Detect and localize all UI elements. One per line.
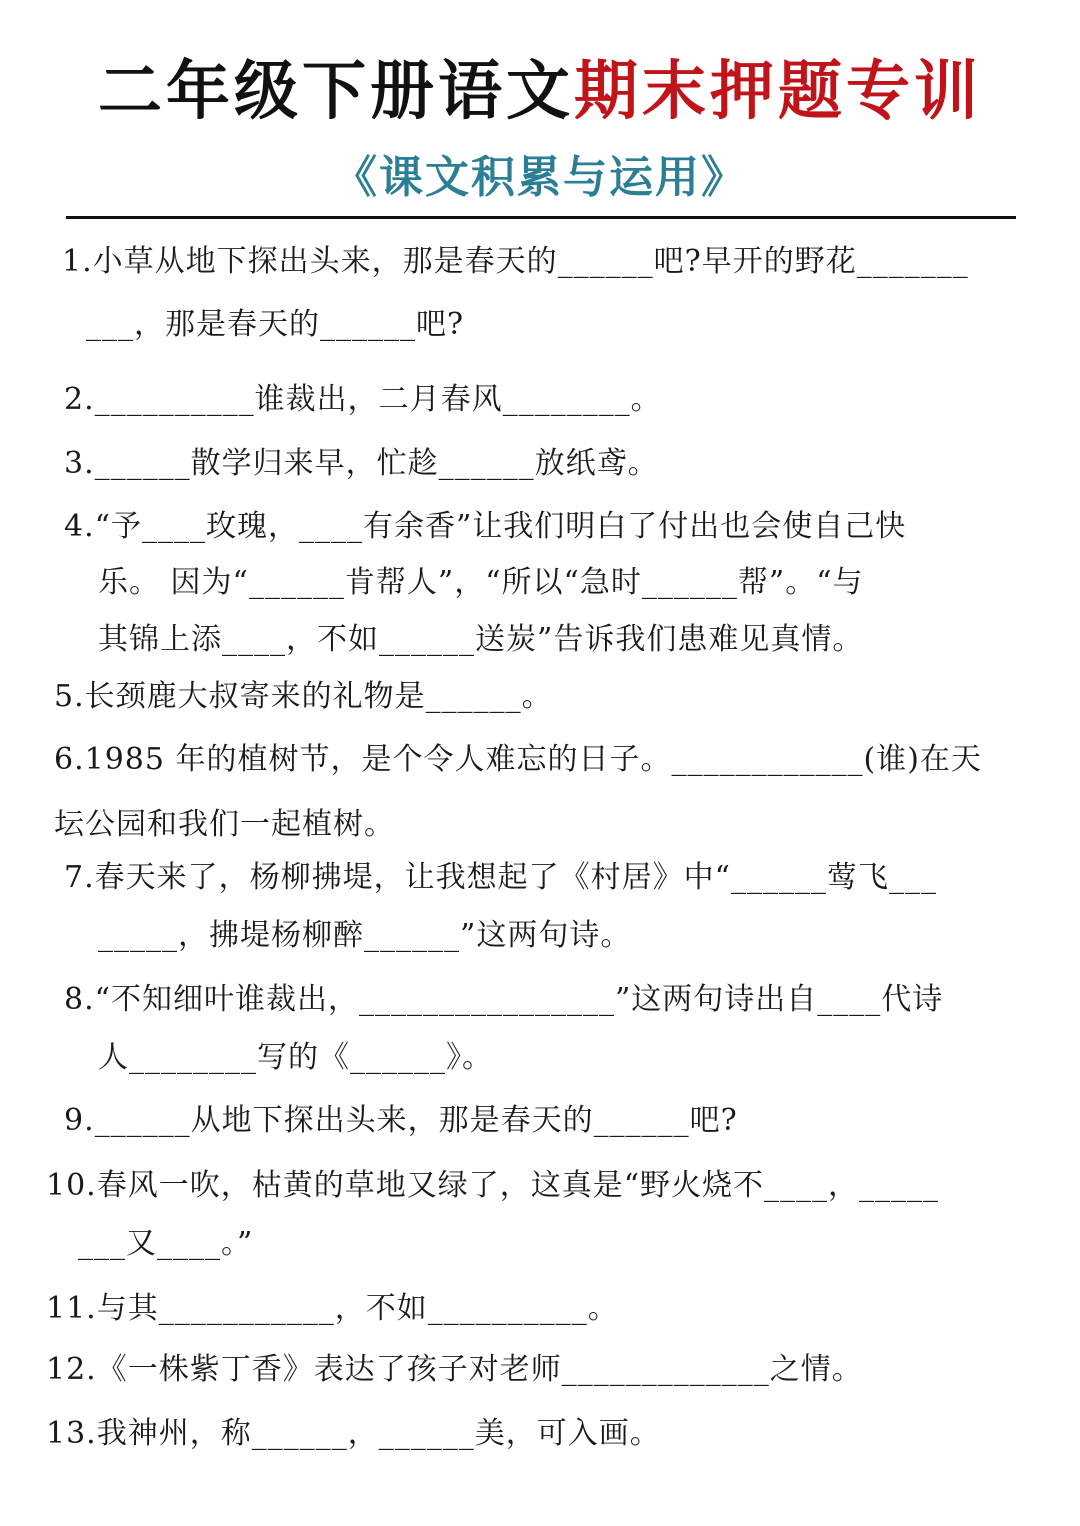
question-9: 9.______从地下探出头来，那是春天的______吧? xyxy=(64,1103,738,1138)
question-13: 13.我神州，称______，______美，可入画。 xyxy=(46,1416,661,1451)
question-7-line-1: 7.春天来了，杨柳拂堤，让我想起了《村居》中“______莺飞___ xyxy=(64,860,937,895)
title-divider xyxy=(66,216,1016,219)
question-4-line-2: 乐。 因为“______肯帮人”，“所以“急时______帮”。“与 xyxy=(98,565,864,600)
page-subtitle: 《课文积累与运用》 xyxy=(333,152,747,203)
question-6-line-1: 6.1985 年的植树节，是个令人难忘的日子。____________(谁)在天 xyxy=(54,742,982,777)
question-8-line-1: 8.“不知细叶谁裁出，________________”这两句诗出自____代诗 xyxy=(64,982,944,1017)
question-1-line-2: ___，那是春天的______吧? xyxy=(86,307,465,342)
question-11: 11.与其___________，不如__________。 xyxy=(46,1291,619,1326)
page-title xyxy=(0,52,1080,132)
title-red-part: 期末押题专训 xyxy=(574,55,982,129)
question-6-line-2: 坛公园和我们一起植树。 xyxy=(54,807,395,842)
question-10-line-2: ___又____。” xyxy=(78,1226,254,1261)
question-3: 3.______散学归来早，忙趁______放纸鸢。 xyxy=(64,446,659,481)
question-4-line-1: 4.“予____玫瑰，____有余香”让我们明白了付出也会使自己快 xyxy=(64,509,907,544)
question-12: 12.《一株紫丁香》表达了孩子对老师_____________之情。 xyxy=(46,1352,863,1387)
question-10-line-1: 10.春风一吹，枯黄的草地又绿了，这真是“野火烧不____，_____ xyxy=(46,1168,940,1203)
title-black-part: 二年级下册语文 xyxy=(98,55,574,129)
question-2: 2.__________谁裁出，二月春风________。 xyxy=(64,382,662,417)
question-7-line-2: _____，拂堤杨柳醉______”这两句诗。 xyxy=(98,918,632,953)
question-5: 5.长颈鹿大叔寄来的礼物是______。 xyxy=(54,679,553,714)
question-4-line-3: 其锦上添____，不如______送炭”告诉我们患难见真情。 xyxy=(98,622,864,657)
question-8-line-2: 人________写的《______》。 xyxy=(98,1040,493,1075)
question-1-line-1: 1.小草从地下探出头来，那是春天的______吧?早开的野花_______ xyxy=(62,244,969,279)
